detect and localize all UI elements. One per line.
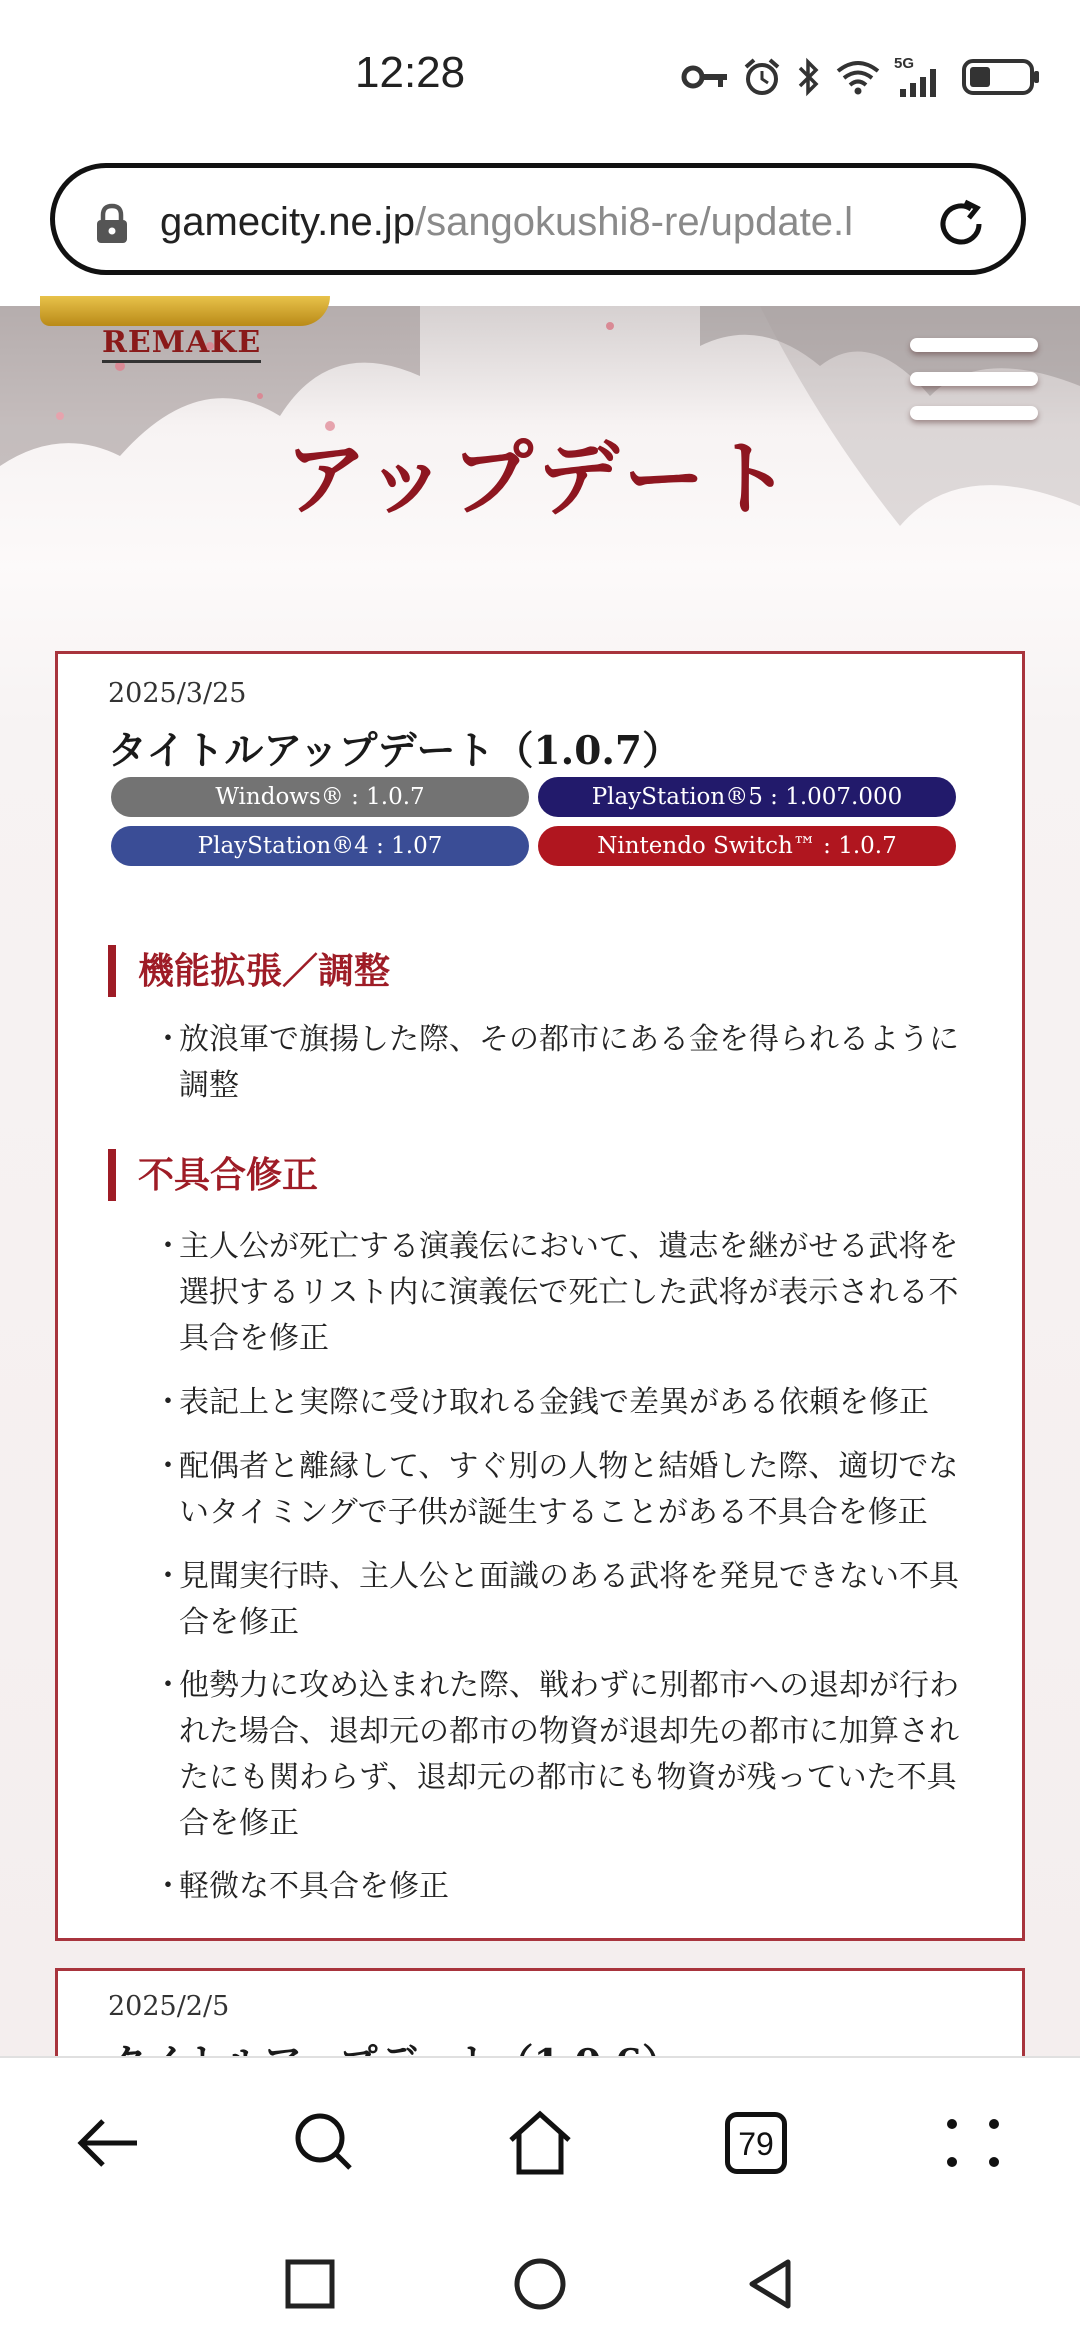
platform-badge-ps4: PlayStation®4 : 1.07 <box>111 826 529 866</box>
tabs-button[interactable] <box>725 2112 795 2182</box>
web-page <box>0 306 1080 2056</box>
update-date: 2025/3/25 <box>108 678 247 709</box>
back-arrow-icon[interactable] <box>73 2108 143 2178</box>
back-triangle-icon[interactable] <box>740 2254 800 2314</box>
more-menu-icon[interactable] <box>938 2108 1008 2178</box>
platform-badge-switch: Nintendo Switch™ : 1.0.7 <box>538 826 956 866</box>
url-domain: gamecity.ne.jp <box>160 200 415 244</box>
system-navigation-bar <box>0 2226 1080 2340</box>
battery-icon <box>962 57 1040 97</box>
recents-square-icon[interactable] <box>280 2254 340 2314</box>
alarm-icon <box>742 57 782 97</box>
search-icon[interactable] <box>290 2108 360 2178</box>
address-bar[interactable] <box>50 163 1026 275</box>
section-heading-improvements: 機能拡張／調整 <box>108 945 390 997</box>
status-bar <box>0 0 1080 150</box>
reload-icon[interactable] <box>931 194 991 254</box>
update-card: 2025/3/25 タイトルアップデート（1.0.7） Windows® : 1.0.7 PlayStation®5 : 1.007.000 PlayStation®4 : 1.07 Nintendo Switch™ : 1.0.7 機能拡張／調整 ・ 放浪軍で旗揚した際、その都市にある金を得られるように 調整 不具合修正 ・ 主人公が死亡する演義伝において、遺志を継がせる武将を 選択するリスト内に演義伝で死亡した武将が表示される不 具合を修正 ・ 表記上と実際に受け取れる金銭で差異がある依頼を修正 ・ 配偶者と離縁して、すぐ別の人物と結婚した際、適切でな いタイミングで子供が誕生することがある不具合を修正 ・ 見聞実行時、主人公と面識のある武将を発見できない不具 合を修正 ・ 他勢力に攻め込まれた際、戦わずに別都市への退却が行わ れた場合、退却元の都市の物資が退却先の都市に加算され たにも関わらず、退却元の都市にも物資が残っていた不具 合を修正 ・ 軽微な不具合を修正 <box>55 651 1025 1941</box>
home-circle-icon[interactable] <box>510 2254 570 2314</box>
status-time: 12:28 <box>355 48 466 97</box>
home-icon[interactable] <box>505 2108 575 2178</box>
update-title: タイトルアップデート（1.0.7） <box>108 728 682 774</box>
page-title: アップデート <box>284 431 796 527</box>
vpn-key-icon <box>682 62 728 92</box>
game-logo[interactable] <box>40 296 340 386</box>
browser-toolbar <box>0 2056 1080 2228</box>
wifi-icon <box>836 59 880 95</box>
platform-badge-windows: Windows® : 1.0.7 <box>111 777 529 817</box>
logo-remake-text: REMAKE <box>102 326 261 363</box>
bluetooth-icon <box>796 57 822 97</box>
tab-count: 79 <box>725 2112 787 2174</box>
status-icons <box>682 52 1040 102</box>
url-text[interactable] <box>160 194 950 250</box>
lock-icon <box>95 204 129 244</box>
network-type: 5G <box>894 55 915 72</box>
update-date: 2025/2/5 <box>108 1991 230 2022</box>
cellular-signal-icon <box>894 57 948 97</box>
platform-badge-ps5: PlayStation®5 : 1.007.000 <box>538 777 956 817</box>
section-heading-bugfixes: 不具合修正 <box>108 1149 318 1201</box>
url-path: /sangokushi8-re/update.l <box>414 200 854 244</box>
